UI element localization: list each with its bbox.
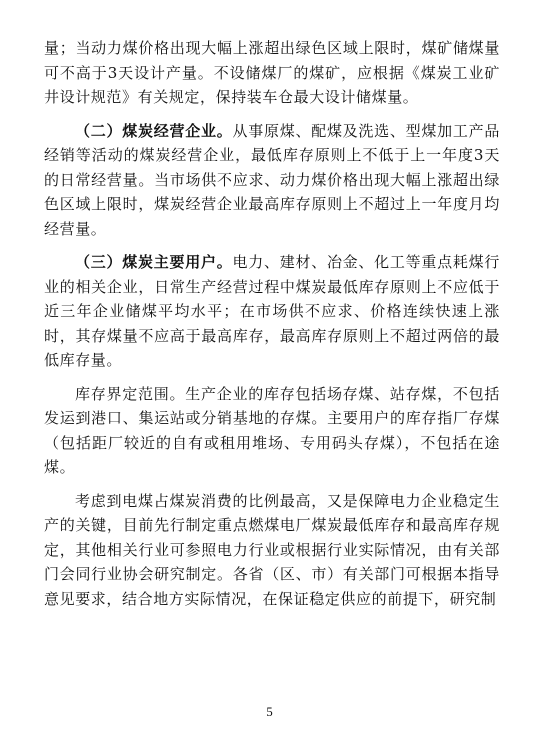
paragraph-power-coal-priority (44, 489, 500, 612)
paragraph-text: 量；当动力煤价格出现大幅上涨超出绿色区域上限时，煤矿储煤量可不高于3天设计产量。不设储煤厂的煤矿，应根据《煤炭工业矿井设计规范》有关规定，保持装车仓最大设计储煤量。 (44, 39, 500, 106)
paragraph-major-coal-users (44, 250, 500, 373)
paragraph-heading: （三）煤炭主要用户。 (75, 253, 233, 271)
paragraph-heading: （二）煤炭经营企业。 (75, 121, 233, 140)
paragraph-coal-trading-enterprises (44, 119, 500, 242)
paragraph-text: 考虑到电煤占煤炭消费的比例最高，又是保障电力企业稳定生产的关键，目前先行制定重点燃煤电厂煤炭最低库存和最高库存规定，其他相关行业可参照电力行业或根据行业实际情况，由有关部门会同行业协会研究制定。各省（区、市）有关部门可根据本指导意见要求，结合地方实际情况，在保证稳定供应的前提下，研究制 (44, 491, 500, 608)
page-number: 5 (266, 704, 273, 719)
paragraph-inventory-scope (44, 382, 500, 480)
paragraph-text: 库存界定范围。生产企业的库存包括场存煤、站存煤，不包括发运到港口、集运站或分销基地的存煤。主要用户的库存指厂存煤（包括距厂较近的自有或租用堆场、专用码头存煤），不包括在途煤。 (44, 384, 500, 476)
paragraph-continued-storage (44, 36, 500, 110)
paragraph-text: 从事原煤、配煤及洗选、型煤加工产品经销等活动的煤炭经营企业，最低库存原则上不低于上一年度3天的日常经营量。当市场供不应求、动力煤价格出现大幅上涨超出绿色区域上限时，煤炭经营企业最高库存原则上不超过上一年度月均经营量。 (44, 121, 500, 238)
paragraph-text: 电力、建材、冶金、化工等重点耗煤行业的相关企业，日常生产经营过程中煤炭最低库存原则上不应低于近三年企业储煤平均水平；在市场供不应求、价格连续快速上涨时，其存煤量不应高于最高库存，最高库存原则上不超过两倍的最低库存量。 (44, 253, 500, 369)
document-body (44, 36, 500, 611)
